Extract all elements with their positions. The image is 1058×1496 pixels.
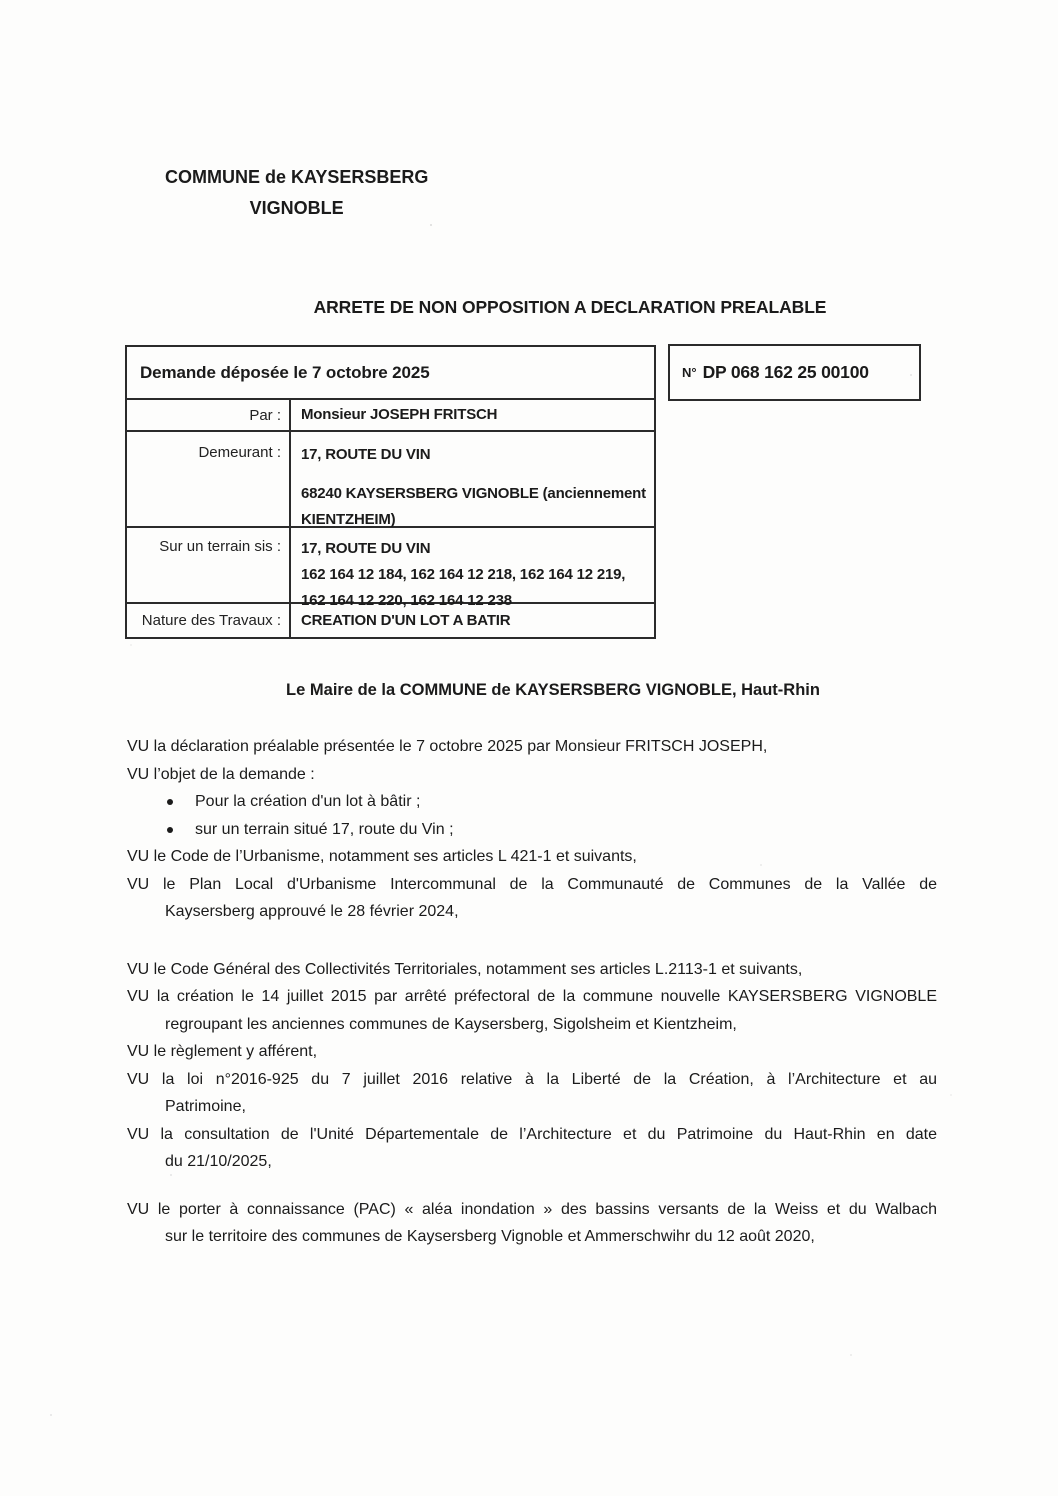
body-text xyxy=(127,733,937,1251)
body-line: Kaysersberg approuvé le 28 février 2024, xyxy=(165,903,459,920)
body-line: VU le Code Général des Collectivités Territoriales, notamment ses articles L.2113-1 et suivants, xyxy=(127,960,803,978)
value-line: 162 164 12 220, 162 164 12 238 xyxy=(301,592,512,609)
paragraph-gap xyxy=(127,926,937,956)
table-header: Demande déposée le 7 octobre 2025 xyxy=(140,362,430,382)
value-line: Monsieur JOSEPH FRITSCH xyxy=(301,406,498,423)
body-line-bullet xyxy=(127,816,937,844)
row-label: Demeurant : xyxy=(127,432,291,533)
bullet-text: sur un terrain situé 17, route du Vin ; xyxy=(195,820,454,838)
row-value xyxy=(291,432,654,533)
value-line: KIENTZHEIM) xyxy=(301,511,396,528)
row-label: Sur un terrain sis : xyxy=(127,528,291,614)
body-line: VU la loi n°2016-925 du 7 juillet 2016 relative à la Liberté de la Création, à l’Architecture et au xyxy=(127,1070,937,1088)
document-title: ARRETE DE NON OPPOSITION A DECLARATION PREALABLE xyxy=(313,297,827,317)
application-table xyxy=(125,345,656,639)
body-line-bullet xyxy=(127,788,937,816)
row-value xyxy=(291,528,654,614)
scan-noise xyxy=(430,224,432,226)
table-row-par xyxy=(127,398,654,430)
commune-header-line2: VIGNOBLE xyxy=(249,198,344,218)
paragraph-gap xyxy=(127,1176,937,1196)
body-line: VU le règlement y afférent, xyxy=(127,1043,318,1060)
dossier-number-box xyxy=(668,344,921,401)
commune-header xyxy=(165,162,428,224)
table-row-nature xyxy=(127,602,654,637)
body-line: VU l’objet de la demande : xyxy=(127,765,315,783)
dossier-number-prefix: N° xyxy=(682,365,697,380)
row-value xyxy=(291,604,654,637)
body-line: VU la déclaration préalable présentée le 7 octobre 2025 par Monsieur FRITSCH JOSEPH, xyxy=(127,738,768,755)
dossier-number: DP 068 162 25 00100 xyxy=(702,362,869,382)
body-line: sur le territoire des communes de Kaysersberg Vignoble et Ammerschwihr du 12 août 2020, xyxy=(165,1228,815,1245)
body-line: regroupant les anciennes communes de Kaysersberg, Sigolsheim et Kientzheim, xyxy=(165,1015,737,1033)
body-line: VU le Code de l’Urbanisme, notamment ses articles L 421-1 et suivants, xyxy=(127,848,637,865)
mayor-subtitle: Le Maire de la COMMUNE de KAYSERSBERG VIGNOBLE, Haut-Rhin xyxy=(286,681,820,699)
body-line: VU la consultation de l'Unité Départementale de l’Architecture et du Patrimoine du Haut-Rhin en date xyxy=(127,1125,937,1143)
body-line: Patrimoine, xyxy=(165,1098,246,1115)
value-line: 162 164 12 184, 162 164 12 218, 162 164 12 219, xyxy=(301,566,626,583)
row-value xyxy=(291,400,654,430)
body-line: VU le Plan Local d'Urbanisme Intercommunal de la Communauté de Communes de la Vallée de xyxy=(127,875,937,893)
row-label: Nature des Travaux : xyxy=(127,604,291,637)
body-line: VU le porter à connaissance (PAC) « aléa inondation » des bassins versants de la Weiss et du Walbach xyxy=(127,1200,937,1218)
bullet-icon xyxy=(167,827,173,833)
commune-header-line1: COMMUNE de KAYSERSBERG xyxy=(165,167,429,187)
value-line: CREATION D'UN LOT A BATIR xyxy=(301,611,511,629)
row-label: Par : xyxy=(127,400,291,430)
value-line: 17, ROUTE DU VIN xyxy=(301,446,431,463)
bullet-text: Pour la création d'un lot à bâtir ; xyxy=(195,793,421,810)
body-line: du 21/10/2025, xyxy=(165,1153,272,1170)
body-line: VU la création le 14 juillet 2015 par arrêté préfectoral de la commune nouvelle KAYSERSBERG VIGNOBLE xyxy=(127,988,937,1005)
value-line: 68240 KAYSERSBERG VIGNOBLE (anciennement xyxy=(301,485,646,502)
bullet-icon xyxy=(167,799,173,805)
table-row-demeurant xyxy=(127,430,654,526)
table-row-terrain xyxy=(127,526,654,609)
value-line: 17, ROUTE DU VIN xyxy=(301,540,431,557)
